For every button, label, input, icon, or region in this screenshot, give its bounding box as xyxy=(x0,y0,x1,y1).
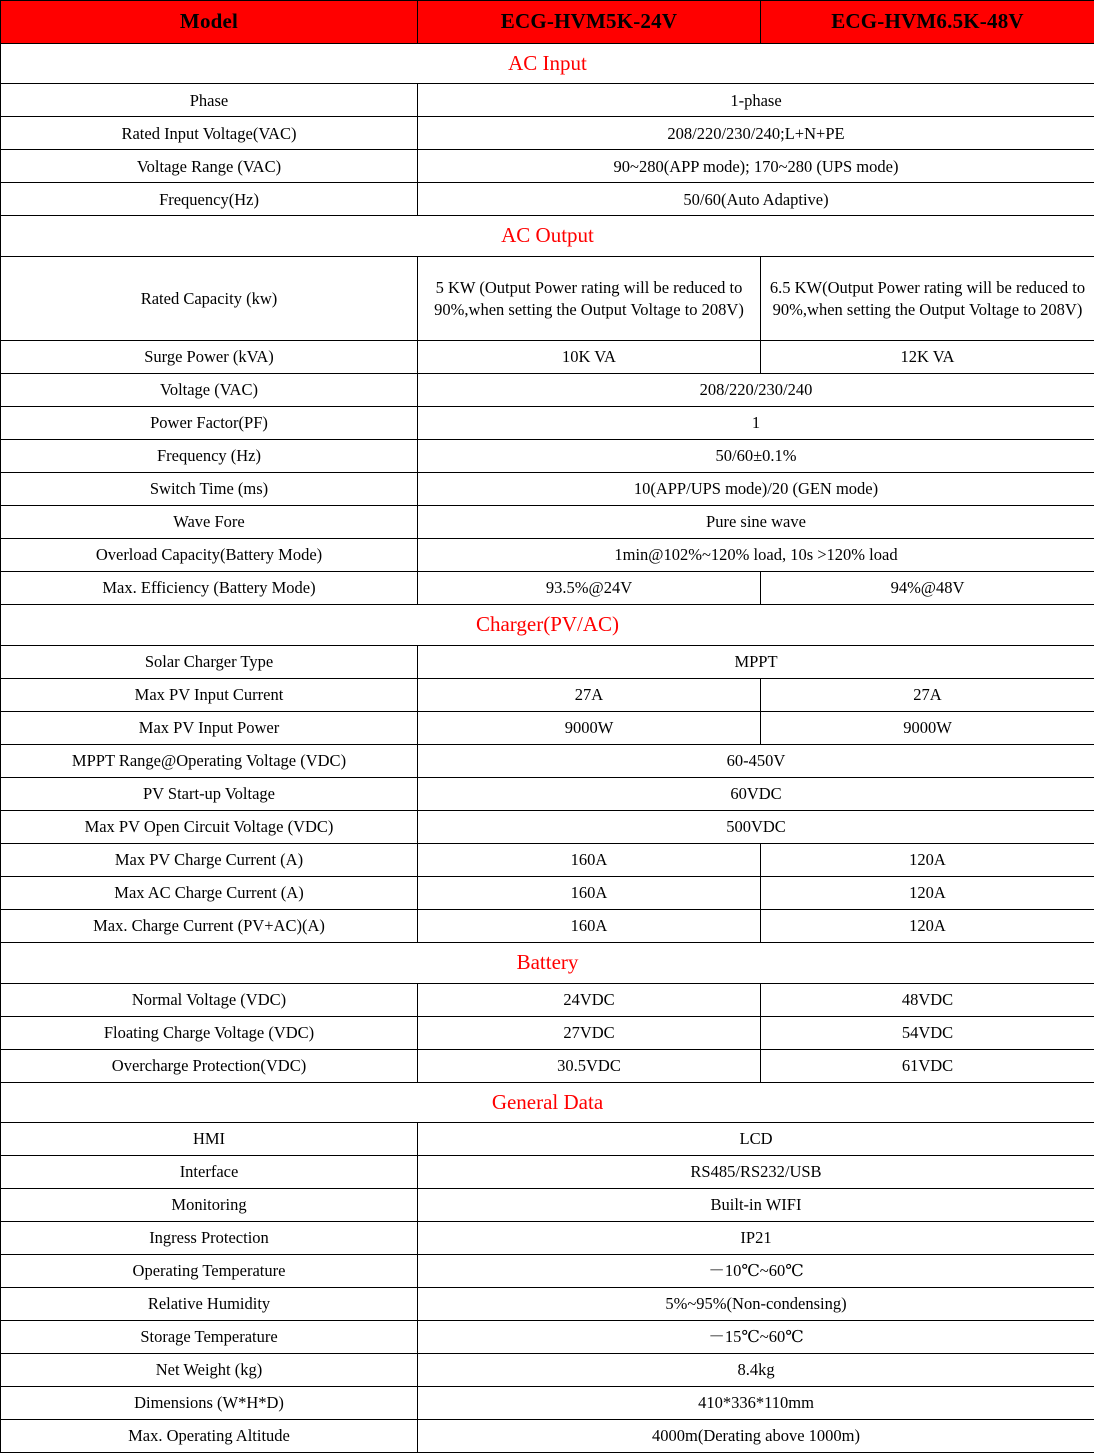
spec-row xyxy=(1,983,1094,1016)
spec-value-model-b-cell: 120A xyxy=(761,909,1094,942)
spec-value-shared-cell: 50/60±0.1% xyxy=(418,440,1094,473)
spec-value-model-b-cell: 27A xyxy=(761,678,1094,711)
spec-label-cell: Max AC Charge Current (A) xyxy=(1,876,418,909)
section-header-row xyxy=(1,216,1094,257)
spec-value-model-b-cell: 120A xyxy=(761,843,1094,876)
spec-row xyxy=(1,440,1094,473)
spec-row xyxy=(1,645,1094,678)
section-header-row xyxy=(1,43,1094,84)
spec-value-model-b-cell: 9000W xyxy=(761,711,1094,744)
spec-label-cell: Overload Capacity(Battery Mode) xyxy=(1,539,418,572)
spec-label-cell: Monitoring xyxy=(1,1189,418,1222)
spec-row xyxy=(1,257,1094,341)
spec-value-model-a-cell: 27A xyxy=(418,678,761,711)
spec-label-cell: Voltage Range (VAC) xyxy=(1,150,418,183)
spec-label-cell: Rated Input Voltage(VAC) xyxy=(1,117,418,150)
spec-row xyxy=(1,810,1094,843)
spec-value-shared-cell: 8.4kg xyxy=(418,1354,1094,1387)
spec-value-model-b-cell: 94%@48V xyxy=(761,572,1094,605)
spec-label-cell: Relative Humidity xyxy=(1,1288,418,1321)
spec-row xyxy=(1,1420,1094,1453)
spec-value-shared-cell: 4000m(Derating above 1000m) xyxy=(418,1420,1094,1453)
spec-value-shared-cell: 500VDC xyxy=(418,810,1094,843)
spec-row xyxy=(1,374,1094,407)
spec-value-shared-cell: 60-450V xyxy=(418,744,1094,777)
spec-label-cell: Max PV Charge Current (A) xyxy=(1,843,418,876)
spec-row xyxy=(1,1222,1094,1255)
spec-label-cell: PV Start-up Voltage xyxy=(1,777,418,810)
section-title: AC Output xyxy=(1,216,1094,257)
spec-label-cell: Normal Voltage (VDC) xyxy=(1,983,418,1016)
spec-label-cell: Switch Time (ms) xyxy=(1,473,418,506)
spec-value-shared-cell: 208/220/230/240 xyxy=(418,374,1094,407)
spec-value-model-b-cell: 120A xyxy=(761,876,1094,909)
spec-row xyxy=(1,117,1094,150)
spec-row xyxy=(1,1387,1094,1420)
spec-row xyxy=(1,1016,1094,1049)
spec-label-cell: Frequency(Hz) xyxy=(1,183,418,216)
spec-value-shared-cell: IP21 xyxy=(418,1222,1094,1255)
spec-value-model-b-cell: 61VDC xyxy=(761,1049,1094,1082)
table-body xyxy=(1,1,1094,1453)
spec-row xyxy=(1,843,1094,876)
spec-row xyxy=(1,84,1094,117)
spec-value-model-a-cell: 5 KW (Output Power rating will be reduced to 90%,when setting the Output Voltage to 208V) xyxy=(418,257,761,341)
spec-label-cell: Wave Fore xyxy=(1,506,418,539)
section-title: Charger(PV/AC) xyxy=(1,605,1094,646)
header-model-a-cell: ECG-HVM5K-24V xyxy=(418,1,761,44)
spec-label-cell: Max. Charge Current (PV+AC)(A) xyxy=(1,909,418,942)
spec-value-shared-cell: 60VDC xyxy=(418,777,1094,810)
spec-value-model-a-cell: 30.5VDC xyxy=(418,1049,761,1082)
spec-row xyxy=(1,1288,1094,1321)
spec-label-cell: HMI xyxy=(1,1123,418,1156)
spec-value-model-a-cell: 160A xyxy=(418,909,761,942)
spec-value-shared-cell: 208/220/230/240;L+N+PE xyxy=(418,117,1094,150)
spec-label-cell: Ingress Protection xyxy=(1,1222,418,1255)
header-model-b-cell: ECG-HVM6.5K-48V xyxy=(761,1,1094,44)
spec-label-cell: MPPT Range@Operating Voltage (VDC) xyxy=(1,744,418,777)
spec-label-cell: Operating Temperature xyxy=(1,1255,418,1288)
spec-label-cell: Power Factor(PF) xyxy=(1,407,418,440)
spec-value-shared-cell: 5%~95%(Non-condensing) xyxy=(418,1288,1094,1321)
spec-label-cell: Frequency (Hz) xyxy=(1,440,418,473)
spec-row xyxy=(1,744,1094,777)
spec-value-shared-cell: Pure sine wave xyxy=(418,506,1094,539)
spec-label-cell: Solar Charger Type xyxy=(1,645,418,678)
section-header-row xyxy=(1,942,1094,983)
section-title: Battery xyxy=(1,942,1094,983)
spec-value-shared-cell: 10(APP/UPS mode)/20 (GEN mode) xyxy=(418,473,1094,506)
spec-value-model-a-cell: 10K VA xyxy=(418,341,761,374)
spec-row xyxy=(1,909,1094,942)
spec-row xyxy=(1,1123,1094,1156)
spec-label-cell: Max. Operating Altitude xyxy=(1,1420,418,1453)
spec-label-cell: Storage Temperature xyxy=(1,1321,418,1354)
spec-value-model-a-cell: 160A xyxy=(418,876,761,909)
spec-row xyxy=(1,1156,1094,1189)
spec-row xyxy=(1,777,1094,810)
spec-label-cell: Voltage (VAC) xyxy=(1,374,418,407)
spec-value-shared-cell: 50/60(Auto Adaptive) xyxy=(418,183,1094,216)
spec-label-cell: Max. Efficiency (Battery Mode) xyxy=(1,572,418,605)
spec-value-shared-cell: 1min@102%~120% load, 10s >120% load xyxy=(418,539,1094,572)
table-header-row xyxy=(1,1,1094,44)
spec-value-model-b-cell: 12K VA xyxy=(761,341,1094,374)
spec-row xyxy=(1,678,1094,711)
spec-row xyxy=(1,150,1094,183)
spec-row xyxy=(1,1189,1094,1222)
spec-label-cell: Dimensions (W*H*D) xyxy=(1,1387,418,1420)
spec-label-cell: Max PV Input Current xyxy=(1,678,418,711)
spec-row xyxy=(1,341,1094,374)
spec-value-shared-cell: －15℃~60℃ xyxy=(418,1321,1094,1354)
spec-row xyxy=(1,1049,1094,1082)
spec-row xyxy=(1,572,1094,605)
spec-label-cell: Max PV Open Circuit Voltage (VDC) xyxy=(1,810,418,843)
spec-label-cell: Overcharge Protection(VDC) xyxy=(1,1049,418,1082)
spec-row xyxy=(1,711,1094,744)
section-header-row xyxy=(1,605,1094,646)
spec-value-shared-cell: －10℃~60℃ xyxy=(418,1255,1094,1288)
spec-label-cell: Surge Power (kVA) xyxy=(1,341,418,374)
spec-value-shared-cell: 90~280(APP mode); 170~280 (UPS mode) xyxy=(418,150,1094,183)
spec-row xyxy=(1,539,1094,572)
spec-value-model-a-cell: 24VDC xyxy=(418,983,761,1016)
spec-row xyxy=(1,1321,1094,1354)
section-title: General Data xyxy=(1,1082,1094,1123)
spec-label-cell: Floating Charge Voltage (VDC) xyxy=(1,1016,418,1049)
spec-label-cell: Phase xyxy=(1,84,418,117)
spec-value-model-a-cell: 27VDC xyxy=(418,1016,761,1049)
spec-label-cell: Max PV Input Power xyxy=(1,711,418,744)
spec-row xyxy=(1,473,1094,506)
spec-value-model-a-cell: 160A xyxy=(418,843,761,876)
spec-value-model-a-cell: 93.5%@24V xyxy=(418,572,761,605)
spec-value-shared-cell: MPPT xyxy=(418,645,1094,678)
header-label-cell: Model xyxy=(1,1,418,44)
spec-label-cell: Rated Capacity (kw) xyxy=(1,257,418,341)
spec-value-shared-cell: 1 xyxy=(418,407,1094,440)
spec-value-model-b-cell: 6.5 KW(Output Power rating will be reduced to 90%,when setting the Output Voltage to 208V) xyxy=(761,257,1094,341)
section-header-row xyxy=(1,1082,1094,1123)
spec-row xyxy=(1,876,1094,909)
spec-row xyxy=(1,1354,1094,1387)
spec-row xyxy=(1,1255,1094,1288)
spec-value-shared-cell: 410*336*110mm xyxy=(418,1387,1094,1420)
spec-value-model-b-cell: 48VDC xyxy=(761,983,1094,1016)
spec-value-shared-cell: Built-in WIFI xyxy=(418,1189,1094,1222)
spec-value-shared-cell: RS485/RS232/USB xyxy=(418,1156,1094,1189)
spec-value-shared-cell: LCD xyxy=(418,1123,1094,1156)
spec-row xyxy=(1,407,1094,440)
spec-value-shared-cell: 1-phase xyxy=(418,84,1094,117)
spec-value-model-a-cell: 9000W xyxy=(418,711,761,744)
spec-row xyxy=(1,506,1094,539)
spec-value-model-b-cell: 54VDC xyxy=(761,1016,1094,1049)
spec-row xyxy=(1,183,1094,216)
spec-label-cell: Interface xyxy=(1,1156,418,1189)
spec-label-cell: Net Weight (kg) xyxy=(1,1354,418,1387)
section-title: AC Input xyxy=(1,43,1094,84)
